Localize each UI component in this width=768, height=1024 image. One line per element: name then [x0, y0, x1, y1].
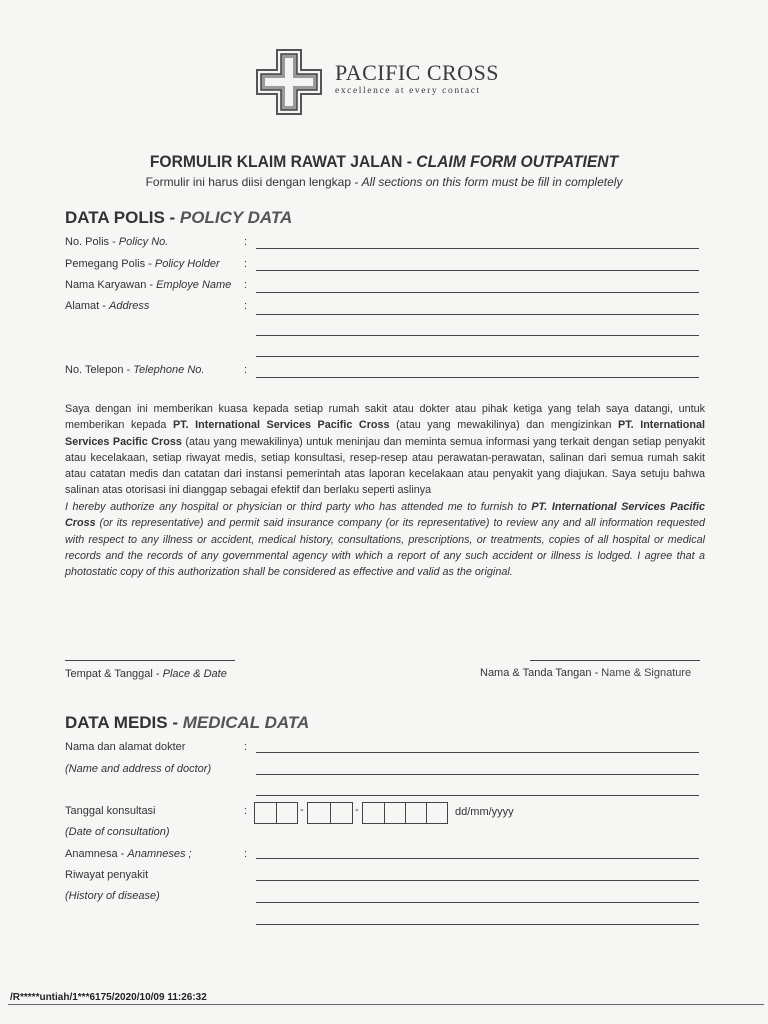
name-signature-label-id: Nama & Tanda Tangan -: [480, 667, 602, 679]
auth-en-company: PT. International Services Pacific Cross: [65, 501, 705, 530]
policy-holder-field[interactable]: [256, 270, 699, 271]
auth-en-part-2: (or its representative) and permit said insurance company (or its representative) to review any and all information requested with respect to any illness or accident, medical history, consultations, prescriptions, or treatments, copies of all hospital or medical records and the records of any governmental agency with which a report of any such accident or illness is lodged. I agree that a photostatic copy of this authorization shall be considered as effective and valid as the original.: [65, 517, 705, 579]
anamnesis-label: [65, 848, 192, 860]
date-separator: -: [300, 804, 304, 816]
policy-heading-id: DATA POLIS -: [65, 208, 180, 227]
anamnesis-field[interactable]: [256, 858, 699, 859]
address-label-id: Alamat -: [65, 300, 110, 312]
address-field-line-1[interactable]: [256, 314, 699, 315]
history-field-line-2[interactable]: [256, 902, 699, 903]
address-field-line-2[interactable]: [256, 335, 699, 336]
policy-holder-label: [65, 258, 220, 270]
form-title-en: CLAIM FORM OUTPATIENT: [416, 152, 619, 171]
auth-en-part-1: I hereby authorize any hospital or physician or third party who has attended me to furnish to: [65, 501, 532, 513]
pacific-cross-logo: [253, 46, 523, 122]
employee-name-label-id: Nama Karyawan -: [65, 279, 157, 291]
colon: :: [244, 848, 248, 860]
policy-heading-en: POLICY DATA: [179, 208, 293, 227]
employee-name-field[interactable]: [256, 292, 699, 293]
auth-id-company-1: PT. International Services Pacific Cross: [172, 419, 390, 432]
doctor-field-line-1[interactable]: [256, 752, 699, 753]
colon: :: [244, 279, 248, 291]
consultation-date-label: Tanggal konsultasi: [65, 805, 156, 817]
history-label-en: (History of disease): [65, 890, 160, 902]
doctor-label: Nama dan alamat dokter: [65, 741, 186, 753]
date-format-hint: dd/mm/yyyy: [455, 806, 514, 818]
policy-holder-label-en: Policy Holder: [154, 258, 220, 270]
medical-heading-en: MEDICAL DATA: [182, 713, 310, 732]
footer-divider: [8, 1004, 764, 1005]
authorization-text-id: [65, 401, 705, 499]
auth-id-company-2: PT. International Services Pacific Cross: [65, 419, 705, 448]
cross-logo-icon: [253, 46, 325, 118]
name-signature-label-en: Name & Signature: [601, 667, 692, 679]
policy-data-heading: [65, 208, 292, 228]
policy-holder-label-id: Pemegang Polis -: [65, 258, 155, 270]
authorization-text-en: [65, 499, 705, 580]
place-date-field[interactable]: [65, 660, 235, 661]
colon: :: [244, 258, 248, 270]
scan-stamp: /R*****untiah/1***6175/2020/10/09 11:26:32: [10, 992, 207, 1003]
form-title: [31, 152, 738, 172]
policy-no-label-id: No. Polis -: [65, 236, 119, 248]
employee-name-label: [65, 279, 231, 291]
form-subtitle-en: All sections on this form must be fill in completely: [361, 175, 623, 189]
signature-field[interactable]: [530, 660, 700, 661]
history-field-line-1[interactable]: [256, 880, 699, 881]
form-title-id: FORMULIR KLAIM RAWAT JALAN -: [149, 152, 417, 171]
colon: :: [244, 364, 248, 376]
date-separator: -: [355, 804, 359, 816]
month-input[interactable]: [307, 802, 353, 824]
policy-no-label-en: Policy No.: [118, 236, 169, 248]
place-date-label-id: Tempat & Tanggal -: [65, 668, 163, 680]
anamnesis-label-id: Anamnesa -: [65, 848, 128, 860]
logo-tagline: excellence at every contact: [335, 86, 481, 96]
colon: :: [244, 300, 248, 312]
doctor-field-line-2[interactable]: [256, 774, 699, 775]
name-signature-label: [480, 667, 691, 679]
employee-name-label-en: Employe Name: [156, 279, 232, 291]
place-date-label: [65, 668, 227, 680]
doctor-field-line-3[interactable]: [256, 795, 699, 796]
policy-no-field[interactable]: [256, 248, 699, 249]
place-date-label-en: Place & Date: [162, 668, 227, 680]
telephone-label-id: No. Telepon -: [65, 364, 134, 376]
address-label: [65, 300, 149, 312]
form-subtitle: [0, 175, 768, 189]
form-subtitle-id: Formulir ini harus diisi dengan lengkap -: [145, 175, 362, 189]
auth-id-part-3: (atau yang mewakilinya) untuk meninjau dan meminta semua informasi yang terkait dengan setiap penyakit atau kecelakaan, setiap riwayat medis, setiap konsultasi, resep-resep atau perawatan-perawatan, salinan dari semua rumah sakit atau catatan medis dan catatan dari instansi pemerintah atas laporan kecelakaan atau penyakit yang diajukan. Saya setuju bahwa salinan atas otorisasi ini dianggap sebagai efektif dan berlaku seperti aslinya: [65, 435, 705, 497]
logo-name: PACIFIC CROSS: [335, 60, 500, 85]
colon: :: [244, 741, 248, 753]
colon: :: [244, 805, 248, 817]
auth-id-part-2: (atau yang mewakilinya) dan mengizinkan: [389, 419, 619, 432]
history-label: Riwayat penyakit: [65, 869, 149, 881]
medical-heading-id: DATA MEDIS -: [65, 713, 183, 732]
year-input[interactable]: [362, 802, 448, 824]
day-input[interactable]: [254, 802, 298, 824]
anamnesis-label-en: Anamneses ;: [127, 848, 192, 860]
policy-no-label: [65, 236, 168, 248]
history-field-line-3[interactable]: [256, 924, 699, 925]
doctor-label-en: (Name and address of doctor): [65, 763, 212, 775]
telephone-field[interactable]: [256, 377, 699, 378]
address-label-en: Address: [109, 300, 150, 312]
auth-id-part-1: Saya dengan ini memberikan kuasa kepada setiap rumah sakit atau dokter atau pihak ketiga yang telah saya datangi, untuk memberikan kepada: [65, 403, 705, 432]
consultation-date-label-en: (Date of consultation): [65, 826, 170, 838]
colon: :: [244, 236, 248, 248]
telephone-label-en: Telephone No.: [133, 364, 205, 376]
medical-data-heading: [65, 713, 309, 733]
telephone-label: [65, 364, 204, 376]
address-field-line-3[interactable]: [256, 356, 699, 357]
